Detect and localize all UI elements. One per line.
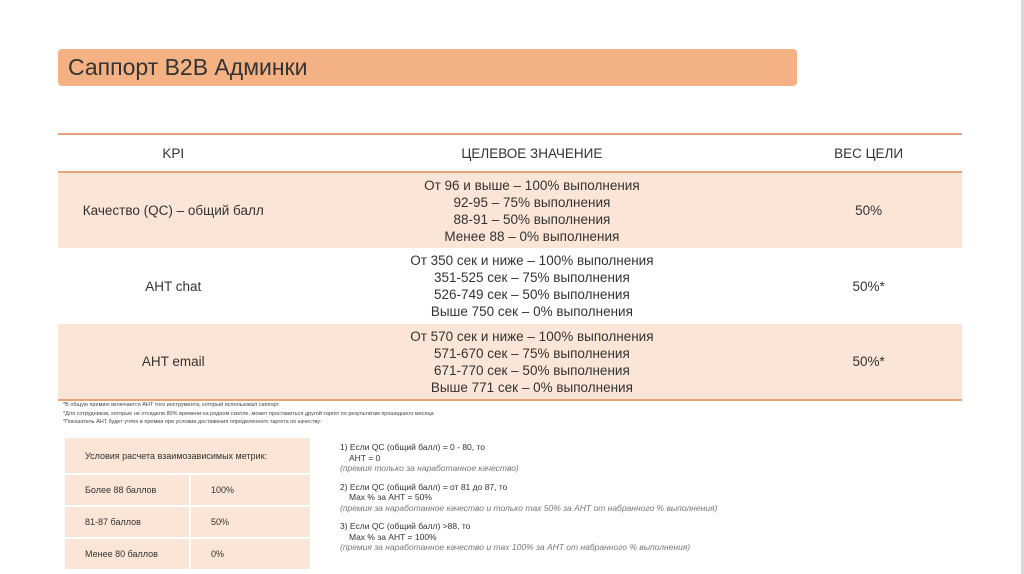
page-title: Саппорт B2B Админки	[68, 54, 308, 80]
rules-block	[340, 442, 717, 561]
target-line: 351-525 сек – 75% выполнения	[433, 270, 630, 285]
condition-label: 81-87 баллов	[64, 506, 190, 538]
target-line: Выше 771 сек – 0% выполнения	[430, 379, 633, 395]
rule-note: (премия за наработанное качество и max 100% за AHT от набранного % выполнения)	[340, 542, 691, 552]
header-kpi: KPI	[58, 134, 289, 172]
rule-item	[340, 482, 717, 514]
kpi-table	[58, 133, 962, 401]
rule-result: AHT = 0	[349, 452, 381, 463]
kpi-cell: AHT chat	[145, 278, 202, 294]
rule-item	[340, 442, 717, 474]
target-line: 92-95 – 75% выполнения	[453, 194, 611, 210]
target-line: От 570 сек и ниже – 100% выполнения	[410, 328, 654, 344]
target-line: 526-749 сек – 50% выполнения	[433, 287, 630, 302]
footnote: *В общую премию включается AHT того инструмента, который использовал саппорт.	[63, 402, 280, 408]
target-cell	[289, 248, 776, 324]
rule-result: Max % за AHT = 100%	[349, 531, 437, 542]
rule-condition: 1) Если QC (общий балл) = 0 - 80, то	[340, 442, 486, 452]
rule-item	[340, 521, 717, 553]
condition-value: 100%	[190, 474, 311, 506]
target-line: От 350 сек и ниже – 100% выполнения	[410, 253, 654, 268]
target-line: Выше 750 сек – 0% выполнения	[430, 304, 633, 319]
footnote: *Показатель AHT будет учтен в премии при условии достижения определенного таргета по качеству:	[63, 419, 322, 425]
condition-label: Менее 80 баллов	[64, 538, 190, 570]
target-line: 571-670 сек – 75% выполнения	[433, 345, 630, 361]
target-line: 88-91 – 50% выполнения	[453, 211, 611, 227]
table-row	[58, 172, 962, 248]
target-line: 671-770 сек – 50% выполнения	[433, 362, 630, 378]
kpi-cell: Качество (QC) – общий балл	[58, 172, 289, 248]
table-header-row	[58, 134, 962, 172]
footnote: *Для сотрудников, которые не отсидели 80% времени на родном скилле, может проставиться другой таргет по результатам прошедшего месяца	[63, 410, 434, 417]
condition-value: 0%	[190, 538, 311, 570]
conditions-header: Условия расчета взаимозависимых метрик:	[64, 437, 311, 474]
condition-value: 50%	[190, 506, 311, 538]
title-bar	[58, 49, 797, 86]
conditions-table	[63, 436, 312, 571]
target-cell	[289, 172, 776, 248]
table-row	[58, 324, 962, 400]
header-weight: ВЕС ЦЕЛИ	[775, 134, 962, 172]
weight-cell: 50%	[775, 172, 962, 248]
table-row	[64, 538, 311, 570]
condition-label: Более 88 баллов	[64, 474, 190, 506]
target-line: От 96 и выше – 100% выполнения	[424, 177, 640, 193]
rule-note: (премия за наработанное качество и только max 50% за AHT от набранного % выполнения)	[340, 502, 718, 513]
footnotes	[63, 401, 434, 427]
rule-condition: 2) Если QC (общий балл) = от 81 до 87, то	[340, 481, 508, 492]
header-target: ЦЕЛЕВОЕ ЗНАЧЕНИЕ	[289, 134, 776, 172]
table-row	[64, 506, 311, 538]
kpi-cell: AHT email	[58, 324, 289, 400]
weight-cell: 50%*	[852, 278, 885, 294]
table-row	[64, 474, 311, 506]
rule-condition: 3) Если QC (общий балл) >88, то	[340, 521, 471, 531]
target-line: Менее 88 – 0% выполнения	[444, 228, 620, 244]
rule-result: Max % за AHT = 50%	[349, 492, 432, 502]
conditions-header-row	[64, 437, 311, 474]
table-row	[58, 248, 962, 324]
weight-cell: 50%*	[775, 324, 962, 400]
rule-note: (премия только за наработанное качество)	[340, 463, 519, 473]
target-cell	[289, 324, 776, 400]
